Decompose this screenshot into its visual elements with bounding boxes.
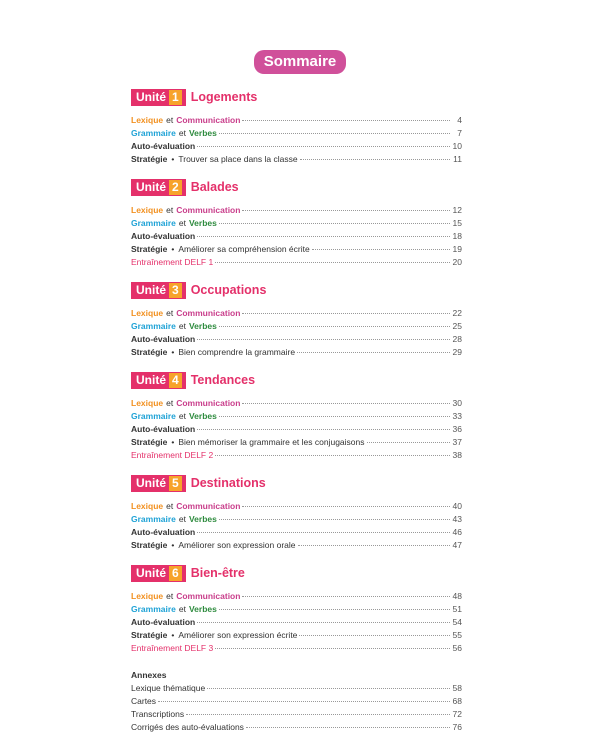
toc-entry[interactable] xyxy=(131,436,462,449)
toc-entry[interactable] xyxy=(131,449,462,462)
dot-leader xyxy=(367,442,451,443)
auto-evaluation-label: Auto-évaluation xyxy=(131,231,196,241)
toc-entry[interactable] xyxy=(131,397,462,410)
dot-leader xyxy=(197,339,450,340)
page-title: Sommaire xyxy=(254,50,347,74)
dot-leader xyxy=(300,159,450,160)
dot-leader xyxy=(242,210,450,211)
annex-entry[interactable] xyxy=(131,695,462,708)
auto-evaluation-label: Auto-évaluation xyxy=(131,334,196,344)
page-number: 20 xyxy=(452,257,462,267)
toc-entry[interactable] xyxy=(131,320,462,333)
dot-leader xyxy=(219,609,450,610)
unit-name: Balades xyxy=(190,180,239,194)
et-word: et xyxy=(178,604,186,614)
strategie-label: Stratégie xyxy=(131,244,168,254)
annex-label: Transcriptions xyxy=(131,709,185,719)
entry-label xyxy=(131,153,298,166)
dot-leader xyxy=(219,133,450,134)
strategie-label: Stratégie xyxy=(131,154,168,164)
unit-name: Logements xyxy=(190,90,258,104)
toc-entry[interactable] xyxy=(131,256,462,269)
grammaire-label: Grammaire xyxy=(131,321,176,331)
unit-word: Unité xyxy=(136,476,166,490)
entry-label xyxy=(131,629,297,642)
unit-number: 1 xyxy=(169,90,182,105)
page-number: 54 xyxy=(452,617,462,627)
communication-label: Communication xyxy=(176,398,241,408)
unit-name: Occupations xyxy=(190,283,267,297)
et-word: et xyxy=(178,514,186,524)
unit-section-3 xyxy=(131,282,462,359)
unit-name: Destinations xyxy=(190,476,266,490)
unit-word: Unité xyxy=(136,90,166,104)
dot-leader xyxy=(219,326,450,327)
auto-evaluation-label: Auto-évaluation xyxy=(131,424,196,434)
dot-leader xyxy=(219,519,450,520)
dot-leader xyxy=(215,648,450,649)
unit-badge xyxy=(131,475,186,492)
et-word: et xyxy=(178,218,186,228)
verbes-label: Verbes xyxy=(188,411,217,421)
auto-evaluation-label: Auto-évaluation xyxy=(131,527,196,537)
toc-entry[interactable] xyxy=(131,539,462,552)
unit-number: 3 xyxy=(169,283,182,298)
toc-entry[interactable] xyxy=(131,513,462,526)
page-number: 25 xyxy=(452,321,462,331)
et-word: et xyxy=(166,398,174,408)
page-number: 28 xyxy=(452,334,462,344)
toc-entry[interactable] xyxy=(131,346,462,359)
page-number: 55 xyxy=(452,630,462,640)
unit-word: Unité xyxy=(136,373,166,387)
entry-label xyxy=(131,590,240,603)
lexique-label: Lexique xyxy=(131,591,164,601)
dot-leader xyxy=(297,352,450,353)
unit-badge xyxy=(131,282,186,299)
page-number: 30 xyxy=(452,398,462,408)
dot-leader xyxy=(242,403,450,404)
unit-heading xyxy=(131,565,462,581)
page-number: 19 xyxy=(452,244,462,254)
unit-name: Tendances xyxy=(190,373,256,387)
toc-entry[interactable] xyxy=(131,423,462,436)
toc-entry[interactable] xyxy=(131,590,462,603)
unit-badge xyxy=(131,89,186,106)
et-word: et xyxy=(178,411,186,421)
communication-label: Communication xyxy=(176,501,241,511)
title-wrap xyxy=(0,50,600,74)
lexique-label: Lexique xyxy=(131,205,164,215)
strategie-label: Stratégie xyxy=(131,437,168,447)
entry-label xyxy=(131,436,365,449)
toc-entry[interactable] xyxy=(131,140,462,153)
toc-entry[interactable] xyxy=(131,243,462,256)
dot-leader xyxy=(215,455,450,456)
dot-leader xyxy=(242,596,450,597)
page-number: 56 xyxy=(452,643,462,653)
unit-heading xyxy=(131,372,462,388)
entry-label xyxy=(131,256,213,269)
entry-label xyxy=(131,539,296,552)
et-word: et xyxy=(166,308,174,318)
unit-number: 2 xyxy=(169,180,182,195)
unit-number: 4 xyxy=(169,373,182,388)
dot-leader xyxy=(197,622,450,623)
toc-entry[interactable] xyxy=(131,500,462,513)
page-number: 43 xyxy=(452,514,462,524)
lexique-label: Lexique xyxy=(131,398,164,408)
bullet-icon: • xyxy=(171,244,175,254)
page-number: 12 xyxy=(452,205,462,215)
entry-label xyxy=(131,513,217,526)
annex-label: Cartes xyxy=(131,696,157,706)
page-number: 29 xyxy=(452,347,462,357)
dot-leader xyxy=(246,727,450,728)
verbes-label: Verbes xyxy=(188,128,217,138)
page-number: 4 xyxy=(457,115,462,125)
page-number: 15 xyxy=(452,218,462,228)
page-number: 48 xyxy=(452,591,462,601)
page-number: 36 xyxy=(452,424,462,434)
dot-leader xyxy=(219,416,450,417)
strategie-text: Bien comprendre la grammaire xyxy=(178,347,296,357)
auto-evaluation-label: Auto-évaluation xyxy=(131,617,196,627)
et-word: et xyxy=(178,128,186,138)
entry-label xyxy=(131,346,295,359)
unit-badge xyxy=(131,565,186,582)
page-number: 11 xyxy=(453,154,462,164)
bullet-icon: • xyxy=(171,347,175,357)
dot-leader xyxy=(242,506,450,507)
page-number: 68 xyxy=(452,696,462,706)
entry-label xyxy=(131,230,195,243)
bullet-icon: • xyxy=(171,540,175,550)
dot-leader xyxy=(207,688,450,689)
strategie-text: Trouver sa place dans la classe xyxy=(178,154,298,164)
toc-entry[interactable] xyxy=(131,642,462,655)
dot-leader xyxy=(312,249,450,250)
unit-word: Unité xyxy=(136,283,166,297)
verbes-label: Verbes xyxy=(188,514,217,524)
strategie-label: Stratégie xyxy=(131,630,168,640)
annexes-title: Annexes xyxy=(131,670,167,680)
toc-entry[interactable] xyxy=(131,333,462,346)
entry-label xyxy=(131,423,195,436)
unit-number: 5 xyxy=(169,476,182,491)
entry-label xyxy=(131,217,217,230)
page-number: 33 xyxy=(452,411,462,421)
toc-entry[interactable] xyxy=(131,230,462,243)
annex-label: Corrigés des auto-évaluations xyxy=(131,722,244,732)
entry-label xyxy=(131,333,195,346)
page-number: 58 xyxy=(452,683,462,693)
dot-leader xyxy=(242,120,450,121)
strategie-text: Améliorer sa compréhension écrite xyxy=(178,244,310,254)
table-of-contents xyxy=(131,89,462,734)
verbes-label: Verbes xyxy=(188,321,217,331)
delf-label: Entraînement DELF 3 xyxy=(131,643,214,653)
annex-label: Lexique thématique xyxy=(131,683,206,693)
page-number: 38 xyxy=(452,450,462,460)
dot-leader xyxy=(197,146,450,147)
toc-entry[interactable] xyxy=(131,127,462,140)
toc-entry[interactable] xyxy=(131,153,462,166)
unit-section-2 xyxy=(131,179,462,269)
entry-label xyxy=(131,603,217,616)
dot-leader xyxy=(298,545,450,546)
dot-leader xyxy=(158,701,450,702)
et-word: et xyxy=(166,205,174,215)
dot-leader xyxy=(219,223,450,224)
page-number: 7 xyxy=(457,128,462,138)
unit-name: Bien-être xyxy=(190,566,245,580)
page-number: 22 xyxy=(452,308,462,318)
et-word: et xyxy=(166,115,174,125)
annex-entry[interactable] xyxy=(131,708,462,721)
unit-word: Unité xyxy=(136,180,166,194)
communication-label: Communication xyxy=(176,205,241,215)
page-number: 51 xyxy=(452,604,462,614)
unit-section-6 xyxy=(131,565,462,655)
unit-heading xyxy=(131,179,462,195)
toc-entry[interactable] xyxy=(131,603,462,616)
annex-entry[interactable] xyxy=(131,682,462,695)
entry-label xyxy=(131,114,240,127)
toc-entry[interactable] xyxy=(131,204,462,217)
entry-label xyxy=(131,616,195,629)
entry-label xyxy=(131,397,240,410)
page-number: 76 xyxy=(452,722,462,732)
grammaire-label: Grammaire xyxy=(131,218,176,228)
grammaire-label: Grammaire xyxy=(131,128,176,138)
entry-label xyxy=(131,140,195,153)
lexique-label: Lexique xyxy=(131,501,164,511)
dot-leader xyxy=(242,313,450,314)
entry-label xyxy=(131,410,217,423)
dot-leader xyxy=(186,714,450,715)
strategie-text: Améliorer son expression orale xyxy=(178,540,296,550)
bullet-icon: • xyxy=(171,154,175,164)
page-number: 37 xyxy=(452,437,462,447)
unit-section-1 xyxy=(131,89,462,166)
communication-label: Communication xyxy=(176,115,241,125)
bullet-icon: • xyxy=(171,437,175,447)
strategie-text: Bien mémoriser la grammaire et les conjugaisons xyxy=(178,437,365,447)
entry-label xyxy=(131,500,240,513)
entry-label xyxy=(131,642,213,655)
entry-label xyxy=(131,127,217,140)
page-number: 46 xyxy=(452,527,462,537)
unit-heading xyxy=(131,89,462,105)
et-word: et xyxy=(178,321,186,331)
annexes-section xyxy=(131,669,462,734)
lexique-label: Lexique xyxy=(131,308,164,318)
bullet-icon: • xyxy=(171,630,175,640)
entry-label xyxy=(131,526,195,539)
entry-label xyxy=(131,307,240,320)
unit-heading xyxy=(131,475,462,491)
dot-leader xyxy=(197,236,450,237)
dot-leader xyxy=(197,532,450,533)
annex-entry[interactable] xyxy=(131,721,462,734)
unit-number: 6 xyxy=(169,566,182,581)
communication-label: Communication xyxy=(176,308,241,318)
verbes-label: Verbes xyxy=(188,604,217,614)
grammaire-label: Grammaire xyxy=(131,411,176,421)
strategie-label: Stratégie xyxy=(131,347,168,357)
grammaire-label: Grammaire xyxy=(131,514,176,524)
toc-entry[interactable] xyxy=(131,410,462,423)
communication-label: Communication xyxy=(176,591,241,601)
unit-badge xyxy=(131,372,186,389)
dot-leader xyxy=(197,429,450,430)
et-word: et xyxy=(166,501,174,511)
entry-label xyxy=(131,449,213,462)
grammaire-label: Grammaire xyxy=(131,604,176,614)
toc-entry[interactable] xyxy=(131,114,462,127)
unit-section-4 xyxy=(131,372,462,462)
page-number: 10 xyxy=(452,141,462,151)
unit-heading xyxy=(131,282,462,298)
page-number: 18 xyxy=(452,231,462,241)
entry-label xyxy=(131,320,217,333)
toc-entry[interactable] xyxy=(131,217,462,230)
verbes-label: Verbes xyxy=(188,218,217,228)
unit-badge xyxy=(131,179,186,196)
toc-entry[interactable] xyxy=(131,629,462,642)
delf-label: Entraînement DELF 1 xyxy=(131,257,214,267)
unit-word: Unité xyxy=(136,566,166,580)
toc-entry[interactable] xyxy=(131,307,462,320)
page-number: 47 xyxy=(452,540,462,550)
toc-entry[interactable] xyxy=(131,526,462,539)
et-word: et xyxy=(166,591,174,601)
page-number: 40 xyxy=(452,501,462,511)
delf-label: Entraînement DELF 2 xyxy=(131,450,214,460)
strategie-text: Améliorer son expression écrite xyxy=(178,630,298,640)
page-number: 72 xyxy=(452,709,462,719)
entry-label xyxy=(131,243,310,256)
strategie-label: Stratégie xyxy=(131,540,168,550)
auto-evaluation-label: Auto-évaluation xyxy=(131,141,196,151)
toc-entry[interactable] xyxy=(131,616,462,629)
lexique-label: Lexique xyxy=(131,115,164,125)
dot-leader xyxy=(299,635,450,636)
entry-label xyxy=(131,204,240,217)
dot-leader xyxy=(215,262,450,263)
unit-section-5 xyxy=(131,475,462,552)
